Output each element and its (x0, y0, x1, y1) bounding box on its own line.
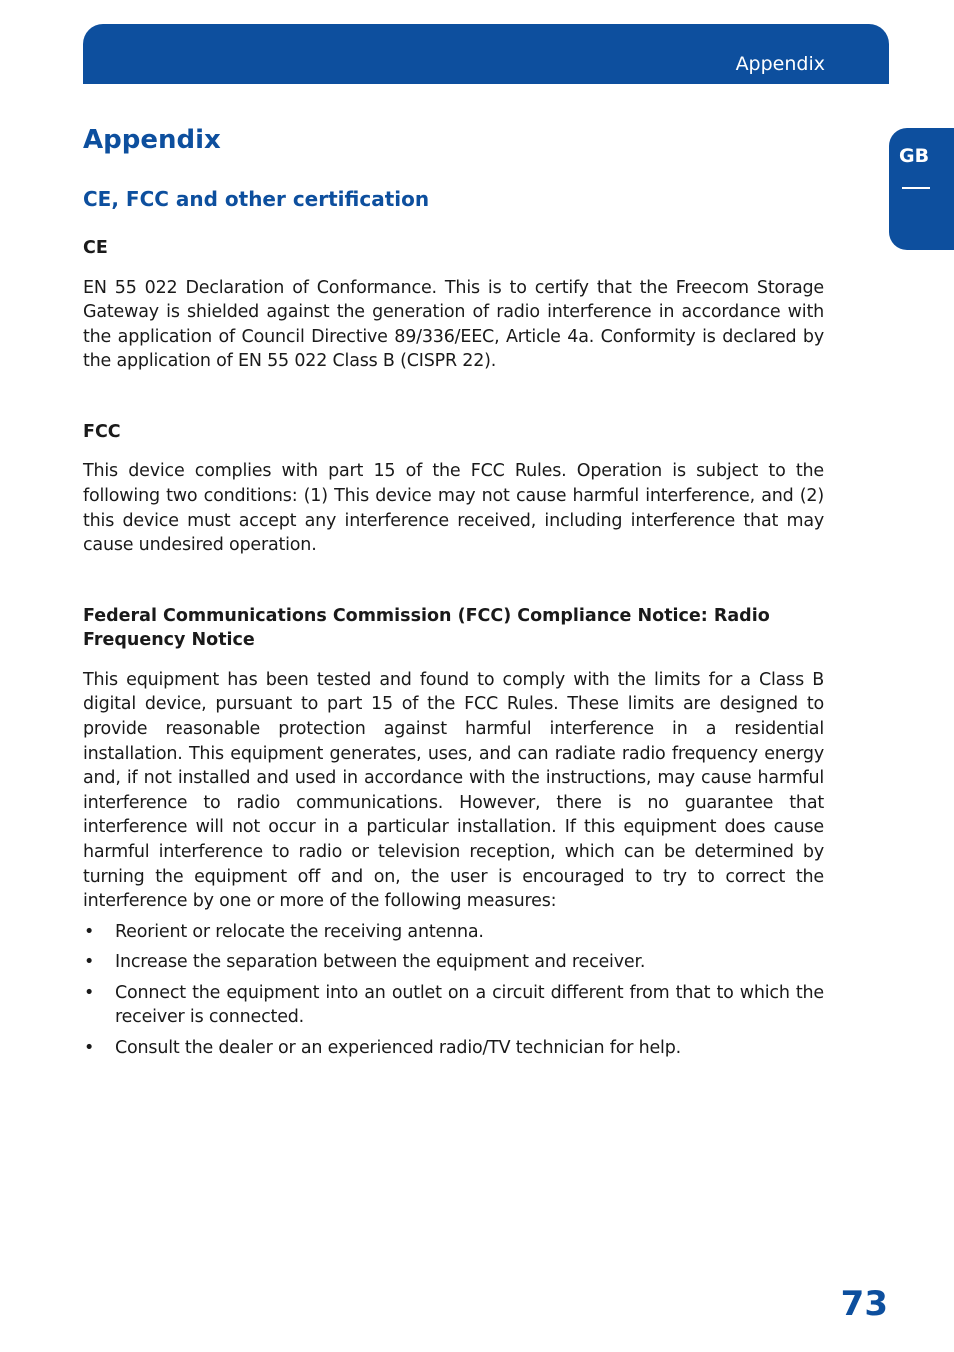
bullet-icon: • (84, 921, 95, 942)
fcc-notice-heading: Federal Communications Commission (FCC) Compliance Notice: Radio Frequency Notice (83, 605, 770, 651)
list-item-text: Connect the equipment into an outlet on a circuit different from that to which the receiver is connected. (115, 982, 824, 1028)
measures-list (83, 920, 824, 1061)
fcc-heading: FCC (83, 421, 121, 442)
list-item (83, 1036, 824, 1061)
bullet-icon: • (84, 1038, 95, 1059)
list-item-text: Reorient or relocate the receiving antenna. (115, 921, 484, 942)
page-number: 73 (840, 1284, 888, 1324)
header-label: Appendix (735, 53, 825, 75)
ce-paragraph: EN 55 022 Declaration of Conformance. This is to certify that the Freecom Storage Gateway is shielded against the generation of radio interference in accordance with the application of Council Directive 89/336/EEC, Article 4a. Conformity is declared by the application of EN 55 022 Class B (CISPR 22). (83, 277, 824, 372)
language-tab-label: GB (899, 145, 930, 167)
list-item-text: Consult the dealer or an experienced radio/TV technician for help. (115, 1038, 681, 1059)
language-tab-rule (902, 187, 930, 189)
bullet-icon: • (84, 982, 95, 1003)
fcc-notice-paragraph: This equipment has been tested and found to comply with the limits for a Class B digital device, pursuant to part 15 of the FCC Rules. These limits are designed to provide reasonable protection against harmful interference in a residential installation. This equipment generates, uses, and can radiate radio frequency energy and, if not installed and used in accordance with the instructions, may cause harmful interference to radio communications. However, there is no guarantee that interference will not occur in a particular installation. If this equipment does cause harmful interference to radio or television reception, which can be determined by turning the equipment off and on, the user is encouraged to try to correct the interference by one or more of the following measures: (83, 669, 824, 912)
list-item (83, 981, 824, 1030)
page-title: Appendix (83, 125, 221, 155)
language-tab (889, 128, 954, 250)
list-item-text: Increase the separation between the equipment and receiver. (115, 952, 646, 973)
ce-heading: CE (83, 238, 108, 258)
section-title: CE, FCC and other certification (83, 187, 430, 211)
bullet-icon: • (84, 952, 95, 973)
list-item (83, 950, 824, 975)
list-item (83, 920, 824, 945)
fcc-paragraph: This device complies with part 15 of the FCC Rules. Operation is subject to the following two conditions: (1) This device may not cause harmful interference, and (2) this device must accept any interference received, including interference that may cause undesired operation. (83, 461, 824, 556)
page-content (83, 124, 824, 1067)
header-bar (83, 24, 889, 84)
